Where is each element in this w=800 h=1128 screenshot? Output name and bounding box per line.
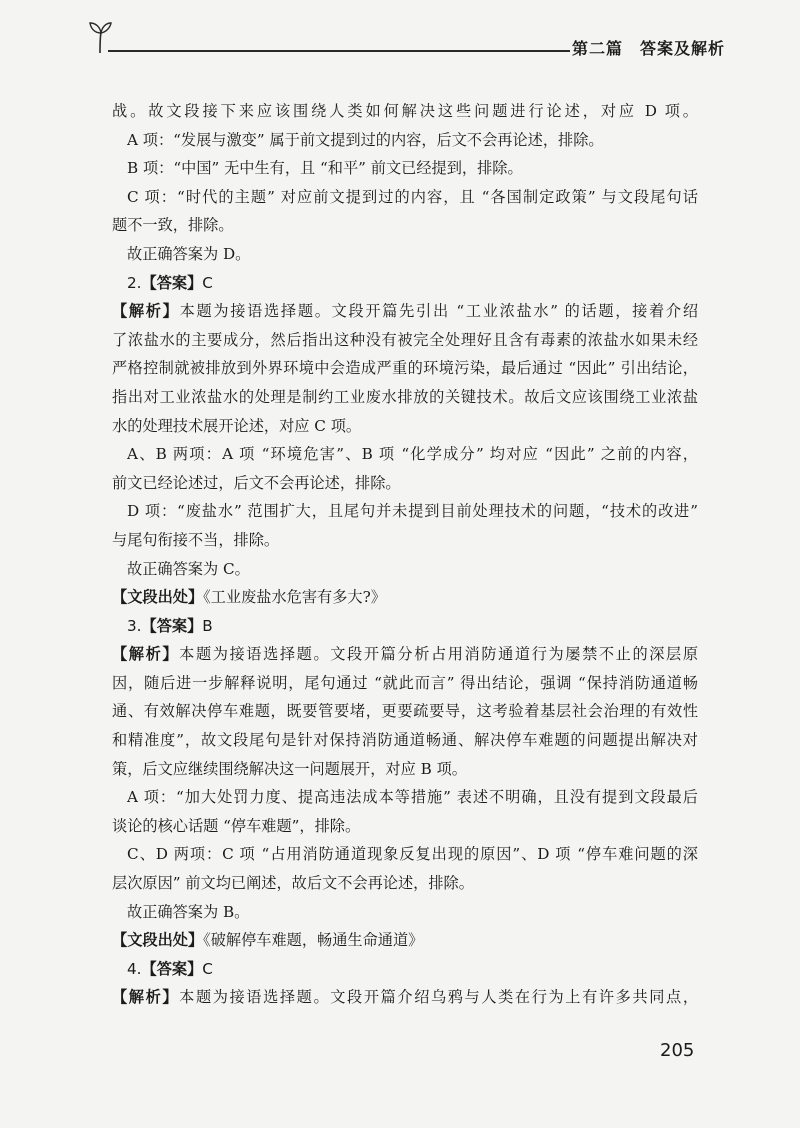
paragraph: A 项：“发展与激变” 属于前文提到过的内容，后文不会再论述，排除。	[127, 130, 604, 149]
paragraph: 通、有效解决停车难题，既要管要堵，更要疏要导，这考验着基层社会治理的有效性	[112, 702, 698, 721]
answer-tag: 【答案】	[141, 616, 203, 635]
answer-value: C	[202, 959, 213, 978]
source-line	[112, 583, 698, 612]
source-tag: 【文段出处】	[112, 931, 204, 950]
analysis-tag: 【解析】	[112, 302, 180, 321]
analysis-tag: 【解析】	[112, 988, 180, 1007]
question-number: 2.	[127, 273, 142, 292]
question-number: 3.	[127, 616, 142, 635]
page-header	[0, 0, 800, 80]
paragraph: 与尾句衔接不当，排除。	[112, 530, 280, 549]
paragraph: C 项：“时代的主题” 对应前文提到过的内容，且 “各国制定政策” 与文段尾句话	[127, 187, 698, 206]
answer-value: B	[202, 616, 213, 635]
paragraph: 指出对工业浓盐水的处理是制约工业废水排放的关键技术。故后文应该围绕工业浓盐	[112, 387, 698, 406]
paragraph: 故正确答案为 D。	[127, 244, 251, 263]
analysis-tag: 【解析】	[112, 645, 180, 664]
paragraph: 故正确答案为 C。	[127, 559, 250, 578]
paragraph: 了浓盐水的主要成分，然后指出这种没有被完全处理好且含有毒素的浓盐水如果未经	[112, 330, 698, 349]
analysis-line	[112, 640, 698, 669]
source-title: 《工业废盐水危害有多大?》	[203, 588, 386, 607]
answer-value: C	[202, 273, 213, 292]
analysis-text: 本题为接语选择题。文段开篇介绍乌鸦与人类在行为上有许多共同点，	[179, 988, 699, 1007]
paragraph: 层次原因” 前文均已阐述，故后文不会再论述，排除。	[112, 874, 474, 893]
paragraph: A 项：“加大处罚力度、提高违法成本等措施” 表述不明确，且没有提到文段最后	[127, 788, 698, 807]
answer-tag: 【答案】	[141, 273, 203, 292]
paragraph: 严格控制就被排放到外界环境中会造成严重的环境污染，最后通过 “因此” 引出结论，	[112, 359, 698, 378]
paragraph: C、D 两项：C 项 “占用消防通道现象反复出现的原因”、D 项 “停车难问题的深	[127, 845, 698, 864]
paragraph: 前文已经论述过，后文不会再论述，排除。	[112, 473, 401, 492]
analysis-text: 本题为接语选择题。文段开篇先引出 “工业浓盐水” 的话题，接着介绍	[179, 302, 699, 321]
source-line	[112, 926, 698, 955]
paragraph: 因，随后进一步解释说明，尾句通过 “就此而言” 得出结论，强调 “保持消防通道畅	[112, 673, 698, 692]
paragraph: B 项：“中国” 无中生有，且 “和平” 前文已经提到，排除。	[127, 159, 523, 178]
paragraph: D 项：“废盐水” 范围扩大，且尾句并未提到目前处理技术的问题，“技术的改进”	[127, 502, 698, 521]
paragraph: 题不一致，排除。	[112, 216, 234, 235]
analysis-text: 本题为接语选择题。文段开篇分析占用消防通道行为屡禁不止的深层原	[179, 645, 699, 664]
answer-line	[112, 612, 698, 641]
paragraph: 故正确答案为 B。	[127, 902, 250, 921]
section-title: 第二篇 答案及解析	[572, 39, 726, 58]
paragraph: 和精准度”，故文段尾句是针对保持消防通道畅通、解决停车难题的问题提出解决对	[112, 731, 698, 750]
answer-line	[112, 955, 698, 984]
page-number: 205	[660, 1040, 695, 1061]
paragraph: 水的处理技术展开论述，对应 C 项。	[112, 416, 362, 435]
analysis-line	[112, 297, 698, 326]
paragraph: A、B 两项：A 项 “环境危害”、B 项 “化学成分” 均对应 “因此” 之前的内容，	[127, 445, 698, 464]
paragraph: 策，后文应继续围绕解决这一问题展开，对应 B 项。	[112, 759, 467, 778]
question-number: 4.	[127, 959, 142, 978]
answer-tag: 【答案】	[141, 959, 203, 978]
analysis-line	[112, 983, 698, 1012]
source-title: 《破解停车难题，畅通生命通道》	[203, 931, 424, 950]
sprout-icon	[88, 20, 114, 54]
page-body	[112, 97, 698, 1012]
header-rule	[108, 50, 570, 52]
answer-line	[112, 269, 698, 298]
source-tag: 【文段出处】	[112, 588, 204, 607]
paragraph: 谈论的核心话题 “停车难题”，排除。	[112, 816, 361, 835]
paragraph: 战。故文段接下来应该围绕人类如何解决这些问题进行论述，对应 D 项。	[112, 102, 698, 120]
